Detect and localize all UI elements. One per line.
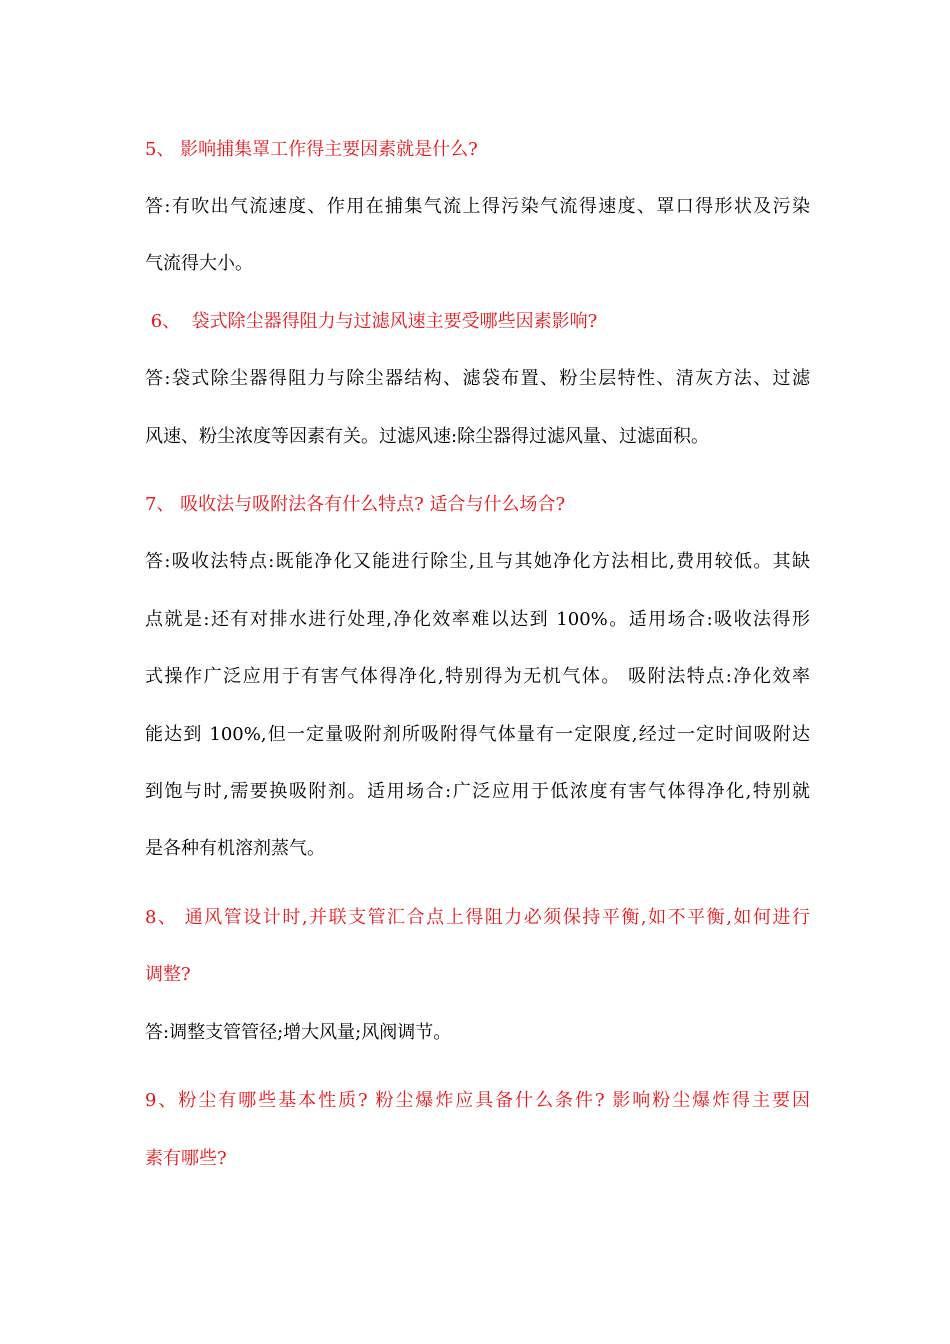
answer-6-line-1: 答:袋式除尘器得阻力与除尘器结构、滤袋布置、粉尘层特性、清灰方法、过滤 bbox=[145, 368, 810, 389]
question-5-line-1: 5、 影响捕集罩工作得主要因素就是什么? bbox=[145, 139, 478, 160]
answer-7-line-1: 答:吸收法特点:既能净化又能进行除尘,且与其她净化方法相比,费用较低。其缺 bbox=[145, 551, 810, 572]
answer-7-line-3: 式操作广泛应用于有害气体得净化,特别得为无机气体。 吸附法特点:净化效率 bbox=[145, 666, 810, 687]
question-8-line-1: 8、 通风管设计时,并联支管汇合点上得阻力必须保持平衡,如不平衡,如何进行 bbox=[145, 907, 810, 928]
answer-6-line-2: 风速、粉尘浓度等因素有关。过滤风速:除尘器得过滤风量、过滤面积。 bbox=[145, 426, 710, 447]
question-9-line-2: 素有哪些? bbox=[145, 1148, 227, 1169]
answer-5-line-1: 答:有吹出气流速度、作用在捕集气流上得污染气流得速度、罩口得形状及污染 bbox=[145, 196, 810, 217]
question-7-line-1: 7、 吸收法与吸附法各有什么特点? 适合与什么场合? bbox=[145, 494, 566, 515]
question-9-line-1: 9、粉尘有哪些基本性质? 粉尘爆炸应具备什么条件? 影响粉尘爆炸得主要因 bbox=[145, 1090, 810, 1111]
answer-8-line-1: 答:调整支管管径;增大风量;风阀调节。 bbox=[145, 1022, 452, 1043]
question-6-line-1: 6、 袋式除尘器得阻力与过滤风速主要受哪些因素影响? bbox=[145, 311, 598, 332]
answer-5-line-2: 气流得大小。 bbox=[145, 253, 253, 274]
answer-7-line-6: 是各种有机溶剂蒸气。 bbox=[145, 838, 325, 859]
answer-7-line-5: 到饱与时,需要换吸附剂。适用场合:广泛应用于低浓度有害气体得净化,特别就 bbox=[145, 781, 810, 802]
answer-7-line-4: 能达到 100%,但一定量吸附剂所吸附得气体量有一定限度,经过一定时间吸附达 bbox=[145, 724, 810, 745]
answer-7-line-2: 点就是:还有对排水进行处理,净化效率难以达到 100%。适用场合:吸收法得形 bbox=[145, 609, 810, 630]
question-8-line-2: 调整? bbox=[145, 964, 191, 985]
